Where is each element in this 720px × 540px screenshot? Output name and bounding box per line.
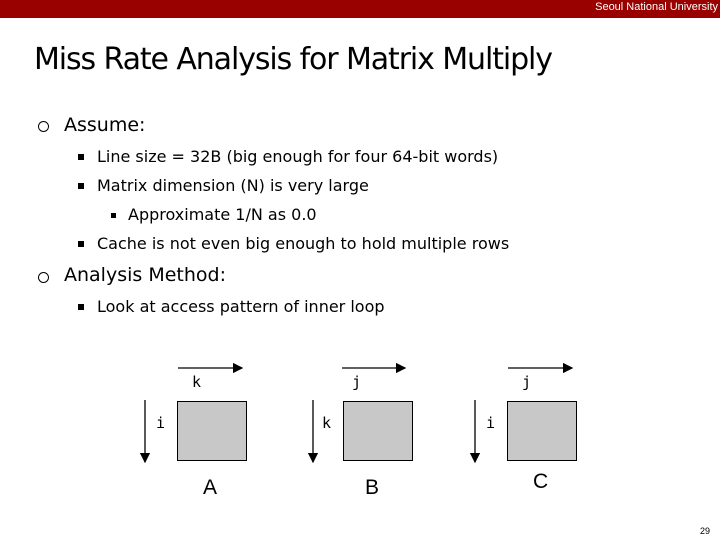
matrix-b-row-index: k bbox=[322, 414, 332, 432]
list-item: Approximate 1/N as 0.0 bbox=[128, 205, 317, 224]
section-heading-analysis: Analysis Method: bbox=[64, 264, 226, 286]
matrix-c-label: C bbox=[533, 470, 549, 493]
matrix-b-col-index: j bbox=[352, 373, 362, 391]
page-number: 29 bbox=[699, 526, 710, 536]
matrix-c-col-index: j bbox=[522, 373, 532, 391]
matrix-b-box bbox=[343, 401, 413, 461]
slide-title: Miss Rate Analysis for Matrix Multiply bbox=[34, 42, 552, 77]
list-item: Matrix dimension (N) is very large bbox=[97, 176, 369, 195]
matrix-b-label: B bbox=[365, 476, 380, 499]
matrix-a-col-index: k bbox=[192, 373, 202, 391]
list-item: Cache is not even big enough to hold multiple rows bbox=[97, 234, 510, 253]
list-item: Line size = 32B (big enough for four 64-bit words) bbox=[97, 147, 499, 166]
list-item: Look at access pattern of inner loop bbox=[97, 297, 385, 316]
matrix-c-box bbox=[507, 401, 577, 461]
matrix-a-box bbox=[177, 401, 247, 461]
section-heading-assume: Assume: bbox=[64, 114, 146, 136]
matrix-a-label: A bbox=[203, 476, 218, 499]
matrix-c-row-index: i bbox=[486, 414, 496, 432]
matrix-a-row-index: i bbox=[156, 414, 166, 432]
institution-name: Seoul National University bbox=[595, 1, 718, 13]
